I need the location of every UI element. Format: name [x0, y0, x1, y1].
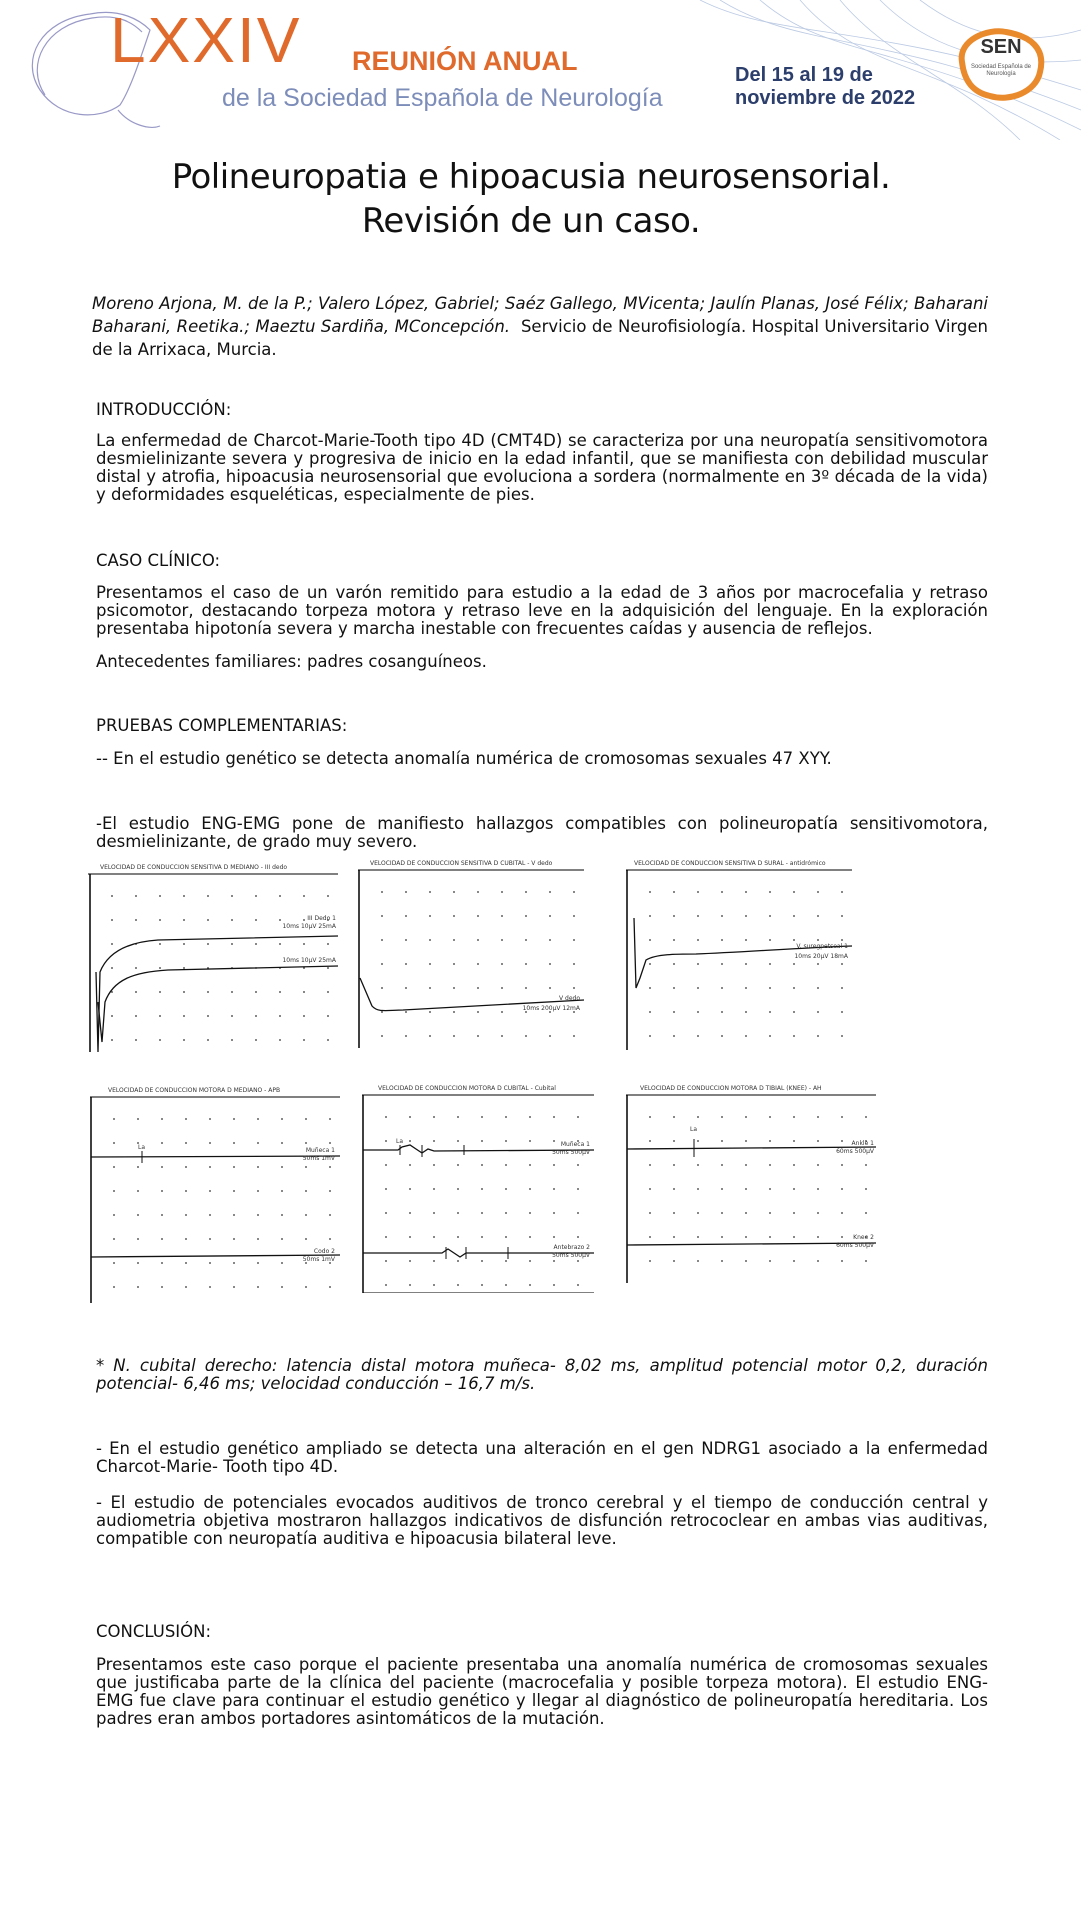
intro-heading: INTRODUCCIÓN: [96, 400, 232, 419]
meeting-dates [735, 64, 935, 110]
sen-logo-text: SEN [980, 36, 1022, 58]
trace-label: III Dedo 1 [307, 915, 336, 922]
trace-title: VELOCIDAD DE CONDUCCION MOTORA D TIBIAL (KNEE) - AH [640, 1085, 822, 1092]
trace-label: V dedo [559, 995, 580, 1002]
case-text: Presentamos el caso de un varón remitido para estudio a la edad de 3 años por macrocefalia y retraso psicomotor, destacando torpeza motora y retraso leve en la adquisición del lenguaje. En la exploración presentaba hipotonía severa y marcha inestable con frecuentes caídas y ausencia de reflejos. [96, 583, 988, 638]
trace-median-motor [90, 1085, 340, 1303]
sen-logo [948, 22, 1054, 112]
meeting-label: REUNIÓN ANUAL [352, 46, 578, 76]
trace-label: Muñeca 1 [560, 1141, 590, 1148]
ulnar-note [96, 1357, 988, 1393]
trace-title: VELOCIDAD DE CONDUCCION SENSITIVA D CUBITAL - V dedo [370, 860, 553, 867]
case-heading: CASO CLÍNICO: [96, 551, 221, 570]
extended-genetic-finding: - En el estudio genético ampliado se detecta una alteración en el gen NDRG1 asociado a la enfermedad Charcot-Marie- Tooth tipo 4D. [96, 1439, 988, 1476]
trace-label: Ankle 1 [851, 1140, 874, 1147]
trace-scale: 10ms 10µV 25mA [282, 923, 336, 930]
trace-scale-2: 50ms 500µV [552, 1252, 590, 1259]
conclusion-heading: CONCLUSIÓN: [96, 1622, 212, 1641]
society-name: de la Sociedad Española de Neurología [222, 84, 663, 112]
trace-median-sensory [88, 862, 338, 1052]
trace-scale: 50ms 1mV [302, 1155, 335, 1162]
intro-text: La enfermedad de Charcot-Marie-Tooth tipo 4D (CMT4D) se caracteriza por una neuropatía sensitivomotora desmielinizante severa y progresiva de inicio en la edad infantil, que se manifiesta con debilidad muscular distal y atrofia, hipoacusia neurosensorial que evoluciona a sordera (normalmente en 3º década de la vida) y deformidades esqueléticas, especialmente de pies. [96, 431, 988, 504]
trace-marker: La [138, 1144, 146, 1151]
dates-line-2: noviembre de 2022 [735, 87, 916, 109]
trace-label-2: Knee 2 [853, 1234, 874, 1241]
ulnar-note-text: * N. cubital derecho: latencia distal motora muñeca- 8,02 ms, amplitud potencial motor 0,2, duración potencial- 6,46 ms; velocidad conducción – 16,7 m/s. [96, 1356, 988, 1393]
author-affiliation: Servicio de Neurofisiología. Hospital Universitario Virgen de la Arrixaca, Murcia. [92, 317, 988, 359]
conference-banner [0, 0, 1081, 140]
conclusion-text: Presentamos este caso porque el paciente presentaba una anomalía numérica de cromosomas sexuales que justificaba parte de la clínica del paciente (macrocefalia y posible torpeza motora). El estudio ENG-EMG fue clave para continuar el estudio genético y llegar al diagnóstico de polineuropatía hereditaria. Los padres eran ambos portadores asintomáticos de la mutación. [96, 1655, 988, 1728]
title-line-1: Polineuropatia e hipoacusia neurosensorial. [171, 157, 891, 197]
trace-ulnar-sensory [358, 858, 584, 1048]
author-names: Moreno Arjona, M. de la P.; Valero López, Gabriel; Saéz Gallego, MVicenta; Jaulín Planas, José Félix; Baharani Baharani, Reetika.; Maeztu Sardiña, MConcepción. [92, 294, 988, 336]
family-history: Antecedentes familiares: padres cosanguíneos. [96, 652, 487, 671]
authors-block [92, 292, 988, 361]
trace-scale: 50ms 500µV [552, 1149, 590, 1156]
trace-title: VELOCIDAD DE CONDUCCION SENSITIVA D SURAL - antidrómico [634, 860, 826, 867]
trace-sural-sensory [626, 858, 852, 1050]
trace-title: VELOCIDAD DE CONDUCCION MOTORA D MEDIANO - APB [108, 1087, 281, 1094]
edition-number: LXXIV [110, 4, 302, 76]
trace-tibial-motor [626, 1083, 876, 1283]
genetic-finding: -- En el estudio genético se detecta anomalía numérica de cromosomas sexuales 47 XYY. [96, 749, 832, 768]
trace-label: V. suregpetseal 1 [796, 943, 848, 950]
sen-logo-subtitle: Sociedad Española de Neurología [970, 64, 1032, 77]
trace-label-2: Codo 2 [313, 1248, 335, 1255]
emg-finding: -El estudio ENG-EMG pone de manifiesto hallazgos compatibles con polineuropatía sensitivomotora, desmielinizante, de grado muy severo. [96, 814, 988, 851]
trace-title: VELOCIDAD DE CONDUCCION MOTORA D CUBITAL - Cubital [378, 1085, 556, 1092]
trace-scale-2: 50ms 1mV [302, 1256, 335, 1263]
trace-scale: 10ms 200µV 12mA [522, 1005, 580, 1012]
trace-ulnar-motor [362, 1083, 594, 1293]
dates-line-1: Del 15 al 19 de [735, 64, 873, 86]
trace-scale-2: 60ms 500µV [836, 1242, 874, 1249]
trace-scale-2: 10ms 10µV 25mA [282, 957, 336, 964]
trace-label-2: Antebrazo 2 [553, 1244, 590, 1251]
trace-title: VELOCIDAD DE CONDUCCION SENSITIVA D MEDIANO - III dedo [100, 864, 288, 871]
trace-marker: La [690, 1126, 698, 1133]
trace-label: Muñeca 1 [305, 1147, 335, 1154]
trace-scale: 60ms 500µV [836, 1148, 874, 1155]
evoked-potentials-finding: - El estudio de potenciales evocados auditivos de tronco cerebral y el tiempo de conducción central y audiometria objetiva mostraron hallazgos indicativos de disfunción retrococlear en ambas vias auditivas, compatible con neuropatía auditiva e hipoacusia bilateral leve. [96, 1493, 988, 1548]
title-line-2: Revisión de un caso. [361, 201, 701, 241]
trace-scale: 10ms 20µV 18mA [794, 953, 848, 960]
trace-marker: La [396, 1138, 404, 1145]
tests-heading: PRUEBAS COMPLEMENTARIAS: [96, 716, 348, 735]
poster-title [0, 155, 1062, 243]
